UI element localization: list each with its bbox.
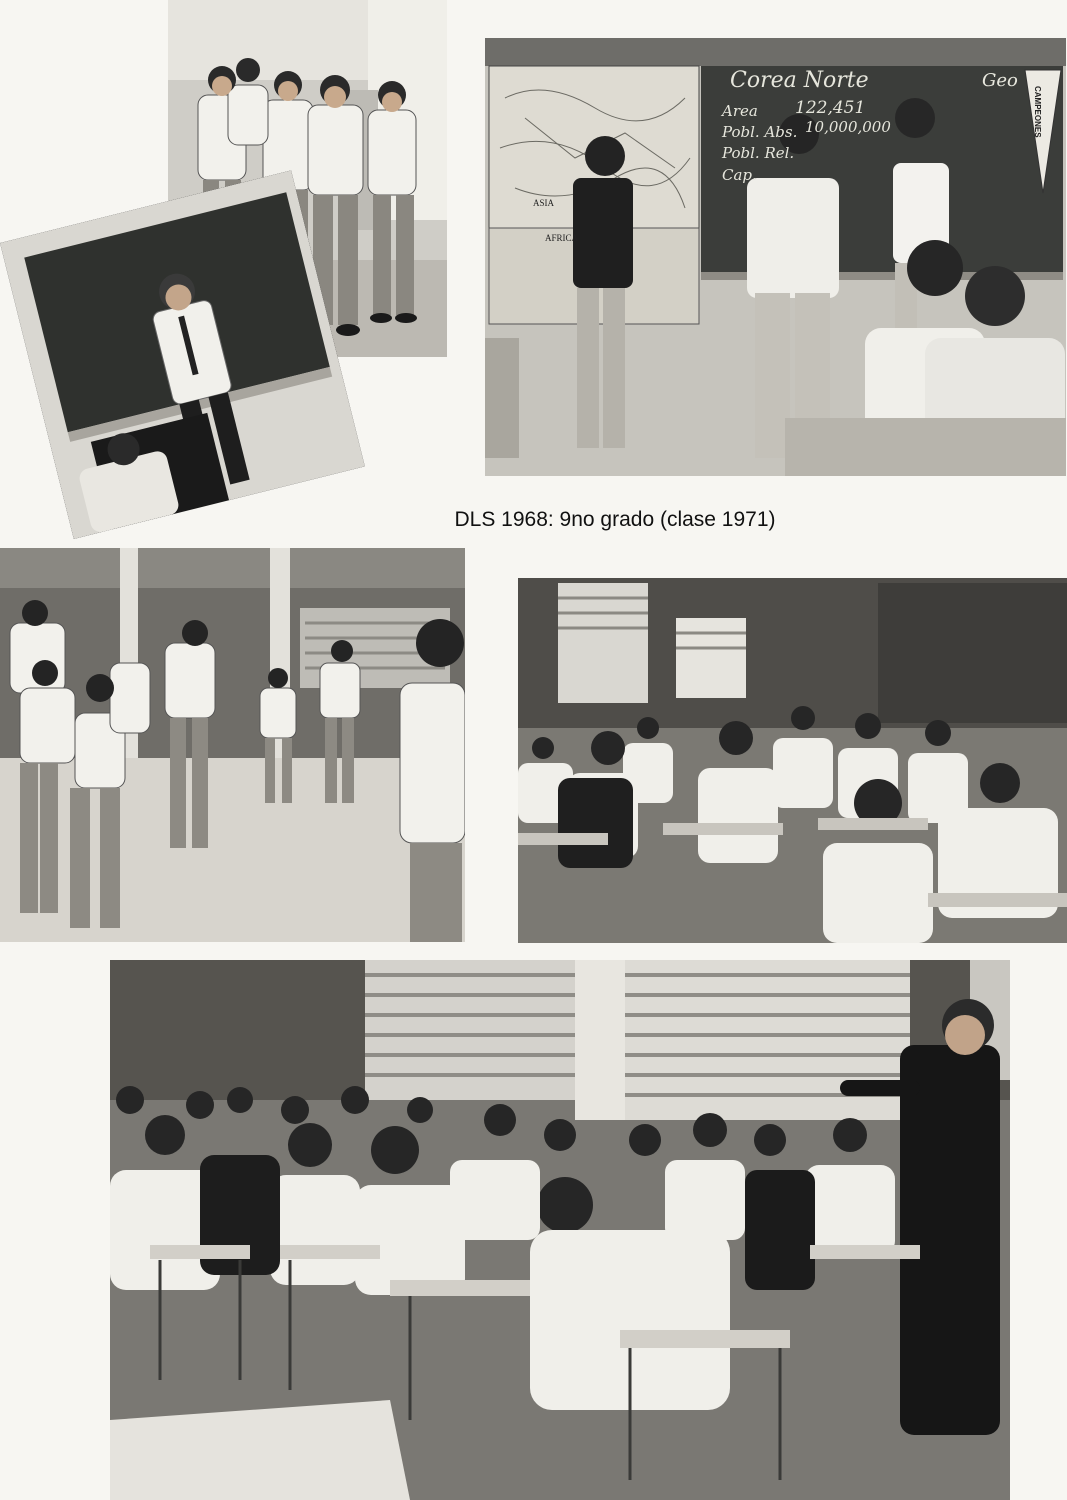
chalkboard-heading: Corea Norte: [730, 68, 869, 93]
page-caption: DLS 1968: 9no grado (clase 1971): [454, 508, 776, 531]
chalkboard-line-area: Area: [722, 102, 758, 120]
chalkboard-line-cap: Cap.: [722, 166, 757, 184]
map-africa-label: AFRICA: [545, 233, 579, 243]
lecture-photo: [110, 960, 1010, 1500]
chalkboard-geo-label: Geo: [982, 70, 1018, 91]
chalkboard-line-pobl-abs: Pobl. Abs.: [722, 123, 798, 141]
chalkboard-pobl-value: 10,000,000: [805, 118, 891, 136]
classroom-photo: [518, 578, 1067, 943]
map-asia-label: ASIA: [533, 198, 555, 208]
pennant-text: CAMPEONES: [1033, 86, 1042, 138]
chalkboard-line-pobl-rel: Pobl. Rel.: [722, 144, 795, 162]
geography-class-photo: [485, 38, 1066, 476]
chalkboard-area-value: 122,451: [795, 98, 866, 118]
basketball-photo: [0, 548, 465, 942]
